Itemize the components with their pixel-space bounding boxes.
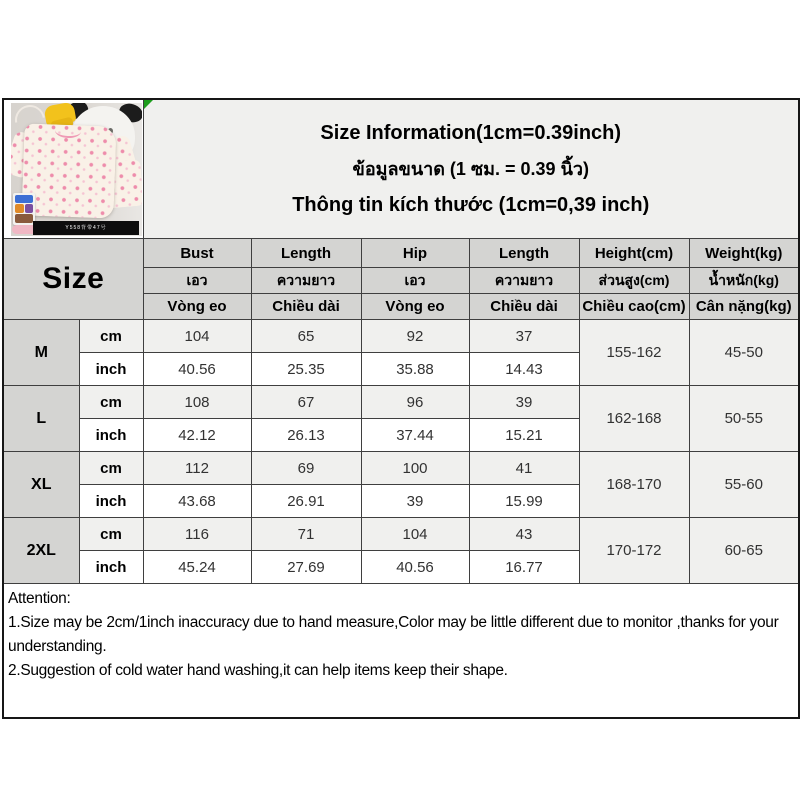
xl-inch-bust: 43.68: [143, 485, 251, 518]
sticker-purple: [25, 204, 33, 213]
title-cell: [143, 99, 799, 239]
col-header-hip-en: Hip: [361, 239, 469, 268]
row-label-2xl: 2XL: [3, 518, 79, 584]
size-header-cell: [3, 239, 143, 320]
2xl-inch-hip: 40.56: [361, 551, 469, 584]
2xl-height-range: 170-172: [579, 518, 689, 584]
m-inch-hip: 35.88: [361, 353, 469, 386]
m-inch-length: 25.35: [251, 353, 361, 386]
size-chart-sheet: [2, 98, 800, 719]
l-weight-range: 50-55: [689, 386, 799, 452]
unit-cm-label: cm: [79, 320, 143, 353]
l-inch-length: 26.13: [251, 419, 361, 452]
m-inch-length2: 14.43: [469, 353, 579, 386]
unit-inch-label: inch: [79, 353, 143, 386]
attention-heading: Attention:: [8, 590, 71, 607]
l-cm-hip: 96: [361, 386, 469, 419]
col-header-height-vi: Chiều cao(cm): [579, 294, 689, 320]
size-chart-table: [2, 98, 800, 719]
photo-caption-banner: [33, 221, 139, 235]
l-cm-length2: 39: [469, 386, 579, 419]
col-header-length-en: Length: [251, 239, 361, 268]
xl-inch-length: 26.91: [251, 485, 361, 518]
attention-line-1: 1.Size may be 2cm/1inch inaccuracy due to hand measure,Color may be little different due to monitor ,thanks for your understanding.: [8, 614, 779, 655]
title-vietnamese: Thông tin kích thước (1cm=0,39 inch): [292, 194, 650, 216]
sticker-orange: [15, 204, 24, 213]
col-header-length2-en: Length: [469, 239, 579, 268]
col-header-height-th: ส่วนสูง(cm): [579, 268, 689, 294]
col-header-bust-vi: Vòng eo: [143, 294, 251, 320]
col-header-hip-th: เอว: [361, 268, 469, 294]
m-cm-length2: 37: [469, 320, 579, 353]
col-header-bust-en: Bust: [143, 239, 251, 268]
product-photo: [11, 103, 142, 236]
xl-height-range: 168-170: [579, 452, 689, 518]
col-header-weight-vi: Cân nặng(kg): [689, 294, 799, 320]
product-photo-cell: [3, 99, 143, 239]
xl-inch-hip: 39: [361, 485, 469, 518]
m-height-range: 155-162: [579, 320, 689, 386]
col-header-length2-vi: Chiều dài: [469, 294, 579, 320]
col-header-hip-vi: Vòng eo: [361, 294, 469, 320]
attention-cell: [3, 584, 799, 719]
xl-cm-hip: 100: [361, 452, 469, 485]
col-header-weight-th: น้ำหนัก(kg): [689, 268, 799, 294]
unit-inch-label: inch: [79, 485, 143, 518]
photo-caption-text: Y558背带47号: [65, 225, 107, 231]
title-thai: ข้อมูลขนาด (1 ซม. = 0.39 นิ้ว): [352, 159, 589, 179]
l-inch-bust: 42.12: [143, 419, 251, 452]
2xl-inch-length: 27.69: [251, 551, 361, 584]
2xl-cm-length: 71: [251, 518, 361, 551]
2xl-inch-length2: 16.77: [469, 551, 579, 584]
l-height-range: 162-168: [579, 386, 689, 452]
m-inch-bust: 40.56: [143, 353, 251, 386]
cell-note-triangle-icon: [144, 100, 153, 109]
m-cm-hip: 92: [361, 320, 469, 353]
title-english: Size Information(1cm=0.39inch): [320, 122, 622, 144]
row-label-l: L: [3, 386, 79, 452]
row-label-xl: XL: [3, 452, 79, 518]
2xl-weight-range: 60-65: [689, 518, 799, 584]
l-inch-length2: 15.21: [469, 419, 579, 452]
unit-cm-label: cm: [79, 518, 143, 551]
row-label-m: M: [3, 320, 79, 386]
unit-inch-label: inch: [79, 551, 143, 584]
col-header-weight-en: Weight(kg): [689, 239, 799, 268]
2xl-cm-length2: 43: [469, 518, 579, 551]
xl-weight-range: 55-60: [689, 452, 799, 518]
2xl-cm-hip: 104: [361, 518, 469, 551]
attention-line-2: 2.Suggestion of cold water hand washing,it can help items keep their shape.: [8, 662, 508, 679]
unit-inch-label: inch: [79, 419, 143, 452]
m-cm-length: 65: [251, 320, 361, 353]
size-header-label: Size: [42, 262, 105, 295]
m-weight-range: 45-50: [689, 320, 799, 386]
col-header-length-vi: Chiều dài: [251, 294, 361, 320]
l-cm-bust: 108: [143, 386, 251, 419]
col-header-bust-th: เอว: [143, 268, 251, 294]
l-inch-hip: 37.44: [361, 419, 469, 452]
sticker-blue: [15, 195, 33, 203]
col-header-length2-th: ความยาว: [469, 268, 579, 294]
xl-inch-length2: 15.99: [469, 485, 579, 518]
2xl-cm-bust: 116: [143, 518, 251, 551]
xl-cm-length: 69: [251, 452, 361, 485]
unit-cm-label: cm: [79, 386, 143, 419]
xl-cm-length2: 41: [469, 452, 579, 485]
l-cm-length: 67: [251, 386, 361, 419]
unit-cm-label: cm: [79, 452, 143, 485]
sticker-brown: [15, 214, 33, 223]
2xl-inch-bust: 45.24: [143, 551, 251, 584]
m-cm-bust: 104: [143, 320, 251, 353]
col-header-height-en: Height(cm): [579, 239, 689, 268]
xl-cm-bust: 112: [143, 452, 251, 485]
col-header-length-th: ความยาว: [251, 268, 361, 294]
